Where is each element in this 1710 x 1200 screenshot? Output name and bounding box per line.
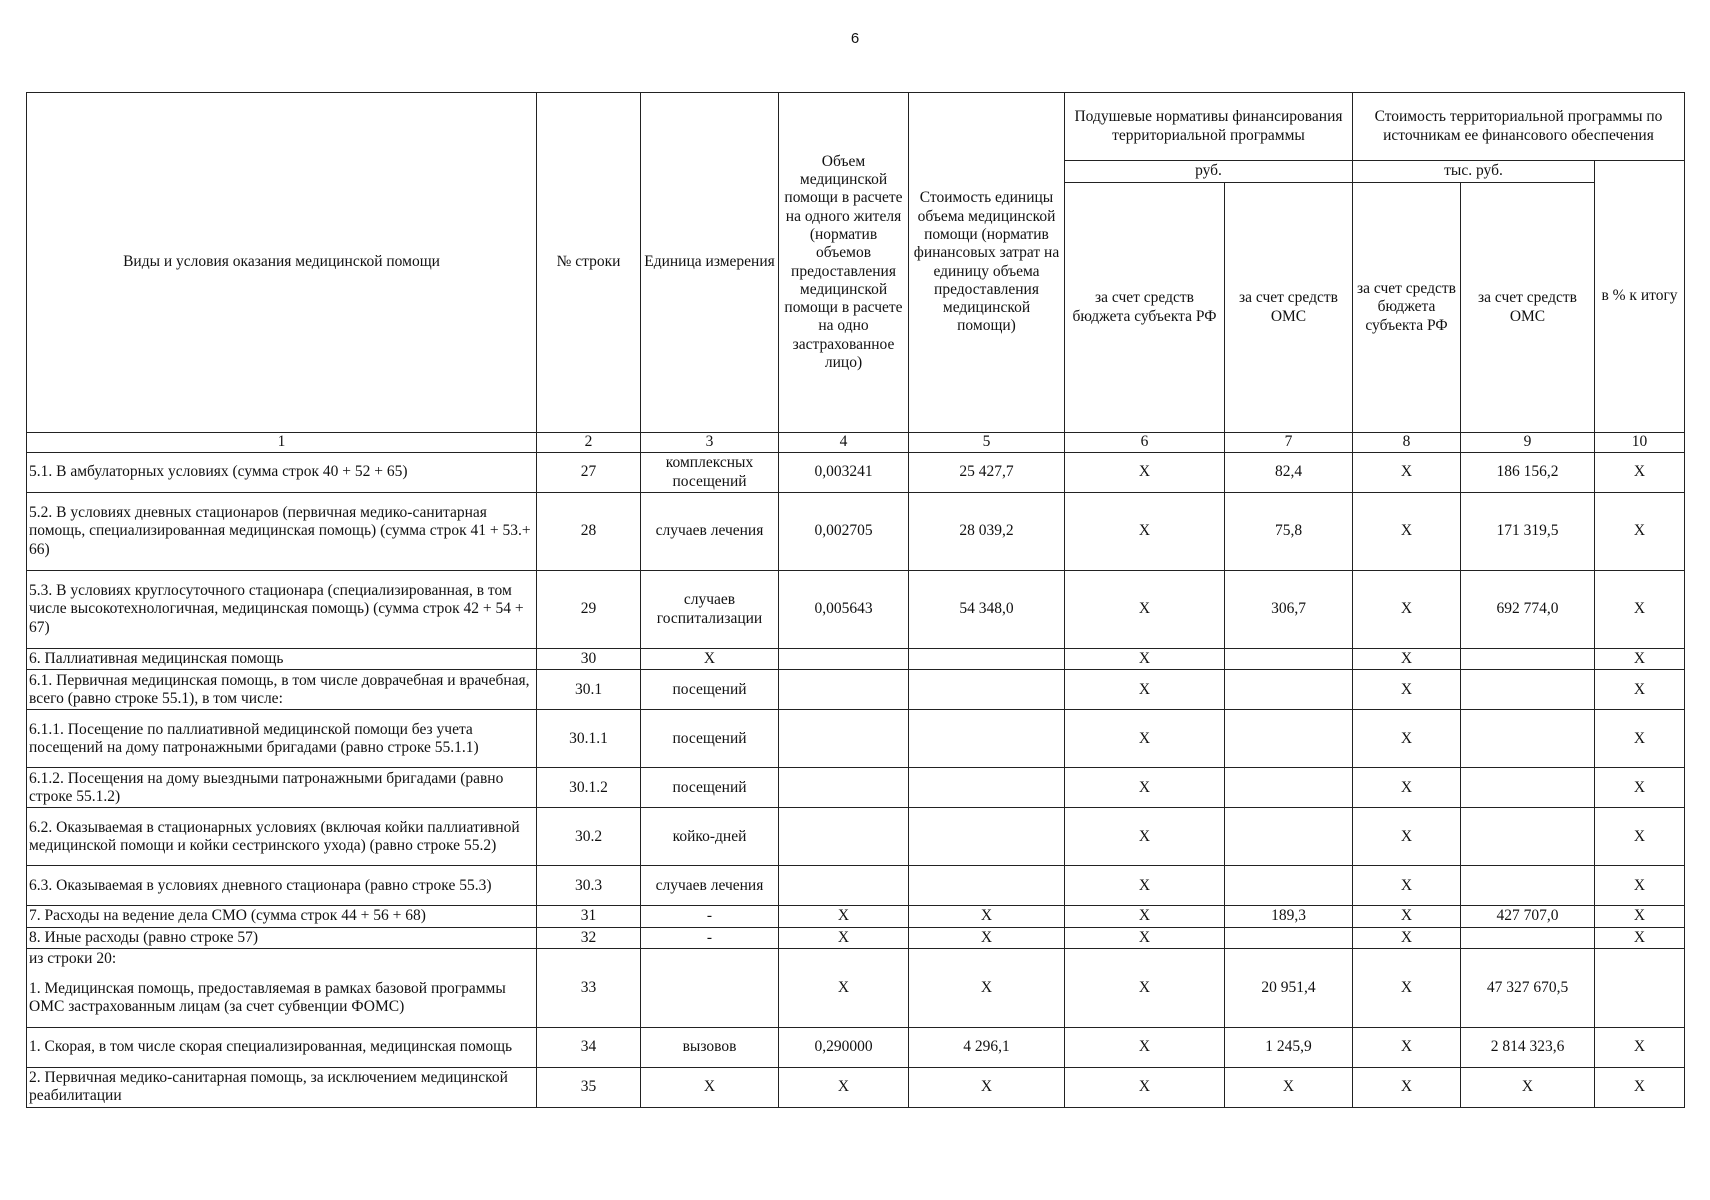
row-label: 6.3. Оказываемая в условиях дневного стационара (равно строке 55.3) bbox=[27, 866, 537, 906]
cell-c8: Х bbox=[1353, 649, 1461, 670]
row-number: 30.1.2 bbox=[537, 768, 641, 808]
column-number: 1 bbox=[27, 433, 537, 453]
table-body bbox=[27, 453, 1685, 1108]
cell-c6: Х bbox=[1065, 948, 1225, 1027]
row-number: 33 bbox=[537, 948, 641, 1027]
cell-c5 bbox=[909, 866, 1065, 906]
cell-c7 bbox=[1225, 670, 1353, 710]
cell-c5 bbox=[909, 808, 1065, 866]
cell-c8: Х bbox=[1353, 493, 1461, 571]
cell-c8: Х bbox=[1353, 948, 1461, 1027]
cell-c6: Х bbox=[1065, 670, 1225, 710]
table-row bbox=[27, 768, 1685, 808]
row-unit: - bbox=[641, 927, 779, 948]
cell-c5 bbox=[909, 768, 1065, 808]
cell-c9 bbox=[1461, 927, 1595, 948]
cell-c10: Х bbox=[1595, 710, 1685, 768]
cell-c8: Х bbox=[1353, 710, 1461, 768]
column-number-row bbox=[27, 433, 1685, 453]
column-number: 9 bbox=[1461, 433, 1595, 453]
header-per-capita-norms: Подушевые нормативы финансирования территориальной программы bbox=[1065, 93, 1353, 161]
header-types: Виды и условия оказания медицинской помощи bbox=[27, 93, 537, 433]
financing-table bbox=[26, 92, 1685, 1108]
cell-c9: 427 707,0 bbox=[1461, 906, 1595, 927]
cell-c9: 692 774,0 bbox=[1461, 571, 1595, 649]
column-number: 2 bbox=[537, 433, 641, 453]
row-number: 27 bbox=[537, 453, 641, 493]
table-row bbox=[27, 927, 1685, 948]
row-number: 30.2 bbox=[537, 808, 641, 866]
cell-c10 bbox=[1595, 948, 1685, 1027]
header-norm-budget: за счет средств бюджета субъекта РФ bbox=[1065, 183, 1225, 433]
cell-c6: Х bbox=[1065, 906, 1225, 927]
cell-c6: Х bbox=[1065, 1027, 1225, 1067]
cell-c4 bbox=[779, 768, 909, 808]
cell-c4 bbox=[779, 649, 909, 670]
cell-c6: Х bbox=[1065, 453, 1225, 493]
cell-c10: Х bbox=[1595, 493, 1685, 571]
table-row bbox=[27, 1027, 1685, 1067]
row-number: 35 bbox=[537, 1067, 641, 1107]
row-label: 7. Расходы на ведение дела СМО (сумма строк 44 + 56 + 68) bbox=[27, 906, 537, 927]
row-unit: вызовов bbox=[641, 1027, 779, 1067]
cell-c7 bbox=[1225, 927, 1353, 948]
row-unit: случаев госпитализации bbox=[641, 571, 779, 649]
cell-c5: Х bbox=[909, 906, 1065, 927]
header-cost-oms: за счет средств ОМС bbox=[1461, 183, 1595, 433]
row-unit: Х bbox=[641, 649, 779, 670]
cell-c8: Х bbox=[1353, 1027, 1461, 1067]
row-label: 6. Паллиативная медицинская помощь bbox=[27, 649, 537, 670]
cell-c9: 186 156,2 bbox=[1461, 453, 1595, 493]
row-unit: случаев лечения bbox=[641, 493, 779, 571]
cell-c4 bbox=[779, 710, 909, 768]
cell-c7: 189,3 bbox=[1225, 906, 1353, 927]
cell-c5: Х bbox=[909, 927, 1065, 948]
cell-c4 bbox=[779, 808, 909, 866]
row-number: 30 bbox=[537, 649, 641, 670]
cell-c8: Х bbox=[1353, 768, 1461, 808]
row-label: 1. Скорая, в том числе скорая специализированная, медицинская помощь bbox=[27, 1027, 537, 1067]
header-percent-total: в % к итогу bbox=[1595, 161, 1685, 433]
header-unit-rub: руб. bbox=[1065, 161, 1353, 183]
cell-c6: Х bbox=[1065, 571, 1225, 649]
cell-c9 bbox=[1461, 649, 1595, 670]
cell-c7 bbox=[1225, 866, 1353, 906]
cell-c7: Х bbox=[1225, 1067, 1353, 1107]
cell-c8: Х bbox=[1353, 906, 1461, 927]
cell-c9: 47 327 670,5 bbox=[1461, 948, 1595, 1027]
row-unit: посещений bbox=[641, 768, 779, 808]
row-label: 8. Иные расходы (равно строке 57) bbox=[27, 927, 537, 948]
row-label: 6.1.2. Посещения на дому выездными патронажными бригадами (равно строке 55.1.2) bbox=[27, 768, 537, 808]
cell-c8: Х bbox=[1353, 670, 1461, 710]
cell-c9: 2 814 323,6 bbox=[1461, 1027, 1595, 1067]
row-unit: койко-дней bbox=[641, 808, 779, 866]
row-label: 5.1. В амбулаторных условиях (сумма строк 40 + 52 + 65) bbox=[27, 453, 537, 493]
cell-c6: Х bbox=[1065, 808, 1225, 866]
row-unit: посещений bbox=[641, 710, 779, 768]
cell-c10: Х bbox=[1595, 571, 1685, 649]
cell-c9 bbox=[1461, 866, 1595, 906]
row-unit: - bbox=[641, 906, 779, 927]
header-cost-budget: за счет средств бюджета субъекта РФ bbox=[1353, 183, 1461, 433]
cell-c9 bbox=[1461, 710, 1595, 768]
cell-c6: Х bbox=[1065, 866, 1225, 906]
cell-c9 bbox=[1461, 768, 1595, 808]
cell-c8: Х bbox=[1353, 927, 1461, 948]
cell-c6: Х bbox=[1065, 493, 1225, 571]
cell-c10: Х bbox=[1595, 649, 1685, 670]
cell-c8: Х bbox=[1353, 866, 1461, 906]
table-row bbox=[27, 670, 1685, 710]
cell-c10: Х bbox=[1595, 866, 1685, 906]
cell-c4: Х bbox=[779, 948, 909, 1027]
row-number: 29 bbox=[537, 571, 641, 649]
cell-c4: 0,002705 bbox=[779, 493, 909, 571]
cell-c5: 54 348,0 bbox=[909, 571, 1065, 649]
page-number: 6 bbox=[850, 30, 860, 47]
cell-c4 bbox=[779, 670, 909, 710]
column-number: 8 bbox=[1353, 433, 1461, 453]
cell-c4 bbox=[779, 866, 909, 906]
cell-c7: 306,7 bbox=[1225, 571, 1353, 649]
table-row bbox=[27, 1067, 1685, 1107]
header-volume: Объем медицинской помощи в расчете на одного жителя (норматив объемов предоставления медицинской помощи в расчете на одно застрахованное лицо) bbox=[779, 93, 909, 433]
row-label-subheading: из строки 20: bbox=[27, 948, 537, 969]
cell-c7: 1 245,9 bbox=[1225, 1027, 1353, 1067]
row-label: 6.1. Первичная медицинская помощь, в том числе доврачебная и врачебная, всего (равно строке 55.1), в том числе: bbox=[27, 670, 537, 710]
row-number: 32 bbox=[537, 927, 641, 948]
row-unit: посещений bbox=[641, 670, 779, 710]
cell-c7 bbox=[1225, 768, 1353, 808]
cell-c10: Х bbox=[1595, 1067, 1685, 1107]
row-label: 6.2. Оказываемая в стационарных условиях (включая койки паллиативной медицинской помощи и койки сестринского ухода) (равно строке 55.2) bbox=[27, 808, 537, 866]
cell-c10: Х bbox=[1595, 453, 1685, 493]
row-unit: случаев лечения bbox=[641, 866, 779, 906]
row-label: 5.2. В условиях дневных стационаров (первичная медико-санитарная помощь, специализированная медицинская помощь) (сумма строк 41 + 53.+ 66) bbox=[27, 493, 537, 571]
table-row bbox=[27, 710, 1685, 768]
cell-c4: Х bbox=[779, 1067, 909, 1107]
cell-c8: Х bbox=[1353, 571, 1461, 649]
row-unit bbox=[641, 948, 779, 1027]
cell-c10: Х bbox=[1595, 808, 1685, 866]
table-row bbox=[27, 808, 1685, 866]
cell-c10: Х bbox=[1595, 1027, 1685, 1067]
cell-c7: 20 951,4 bbox=[1225, 948, 1353, 1027]
cell-c5: 28 039,2 bbox=[909, 493, 1065, 571]
header-norm-oms: за счет средств ОМС bbox=[1225, 183, 1353, 433]
cell-c7 bbox=[1225, 649, 1353, 670]
cell-c5: Х bbox=[909, 1067, 1065, 1107]
row-number: 30.1.1 bbox=[537, 710, 641, 768]
cell-c5: 25 427,7 bbox=[909, 453, 1065, 493]
cell-c10: Х bbox=[1595, 768, 1685, 808]
cell-c5: Х bbox=[909, 948, 1065, 1027]
row-unit: комплексных посещений bbox=[641, 453, 779, 493]
cell-c10: Х bbox=[1595, 670, 1685, 710]
cell-c5: 4 296,1 bbox=[909, 1027, 1065, 1067]
header-unit: Единица измерения bbox=[641, 93, 779, 433]
cell-c7 bbox=[1225, 808, 1353, 866]
table-row bbox=[27, 493, 1685, 571]
header-row-number: № строки bbox=[537, 93, 641, 433]
cell-c9 bbox=[1461, 670, 1595, 710]
column-number: 5 bbox=[909, 433, 1065, 453]
table-row bbox=[27, 453, 1685, 493]
column-number: 10 bbox=[1595, 433, 1685, 453]
cell-c7: 75,8 bbox=[1225, 493, 1353, 571]
cell-c4: Х bbox=[779, 906, 909, 927]
header-unit-cost: Стоимость единицы объема медицинской помощи (норматив финансовых затрат на единицу объема предоставления медицинской помощи) bbox=[909, 93, 1065, 433]
row-label: 6.1.1. Посещение по паллиативной медицинской помощи без учета посещений на дому патронажными бригадами (равно строке 55.1.1) bbox=[27, 710, 537, 768]
cell-c4: 0,003241 bbox=[779, 453, 909, 493]
cell-c6: Х bbox=[1065, 927, 1225, 948]
row-unit: Х bbox=[641, 1067, 779, 1107]
header-program-cost: Стоимость территориальной программы по источникам ее финансового обеспечения bbox=[1353, 93, 1685, 161]
cell-c5 bbox=[909, 649, 1065, 670]
row-number: 30.3 bbox=[537, 866, 641, 906]
cell-c5 bbox=[909, 670, 1065, 710]
cell-c10: Х bbox=[1595, 906, 1685, 927]
row-label: 2. Первичная медико-санитарная помощь, за исключением медицинской реабилитации bbox=[27, 1067, 537, 1107]
cell-c5 bbox=[909, 710, 1065, 768]
table-row bbox=[27, 649, 1685, 670]
cell-c4: Х bbox=[779, 927, 909, 948]
table-row bbox=[27, 906, 1685, 927]
cell-c6: Х bbox=[1065, 768, 1225, 808]
cell-c8: Х bbox=[1353, 1067, 1461, 1107]
cell-c7: 82,4 bbox=[1225, 453, 1353, 493]
table-row bbox=[27, 948, 1685, 969]
row-number: 28 bbox=[537, 493, 641, 571]
cell-c9 bbox=[1461, 808, 1595, 866]
cell-c4: 0,005643 bbox=[779, 571, 909, 649]
row-label: 1. Медицинская помощь, предоставляемая в рамках базовой программы ОМС застрахованным лицам (за счет субвенции ФОМС) bbox=[27, 969, 537, 1027]
table-row bbox=[27, 571, 1685, 649]
row-number: 30.1 bbox=[537, 670, 641, 710]
column-number: 6 bbox=[1065, 433, 1225, 453]
row-label: 5.3. В условиях круглосуточного стационара (специализированная, в том числе высокотехнологичная, медицинская помощь) (сумма строк 42 + 54 + 67) bbox=[27, 571, 537, 649]
header-unit-thous-rub: тыс. руб. bbox=[1353, 161, 1595, 183]
cell-c4: 0,290000 bbox=[779, 1027, 909, 1067]
cell-c8: Х bbox=[1353, 808, 1461, 866]
column-number: 3 bbox=[641, 433, 779, 453]
cell-c8: Х bbox=[1353, 453, 1461, 493]
row-number: 34 bbox=[537, 1027, 641, 1067]
cell-c9: 171 319,5 bbox=[1461, 493, 1595, 571]
row-number: 31 bbox=[537, 906, 641, 927]
cell-c6: Х bbox=[1065, 649, 1225, 670]
cell-c10: Х bbox=[1595, 927, 1685, 948]
column-number: 7 bbox=[1225, 433, 1353, 453]
column-number: 4 bbox=[779, 433, 909, 453]
cell-c9: Х bbox=[1461, 1067, 1595, 1107]
cell-c6: Х bbox=[1065, 710, 1225, 768]
cell-c6: Х bbox=[1065, 1067, 1225, 1107]
table-row bbox=[27, 866, 1685, 906]
cell-c7 bbox=[1225, 710, 1353, 768]
